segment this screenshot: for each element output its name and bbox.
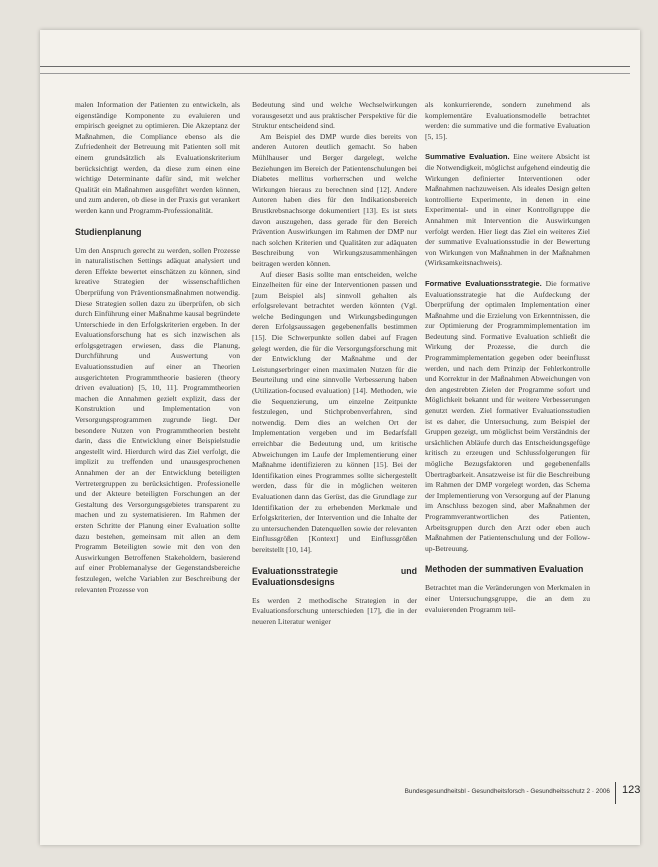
paragraph: als konkurrierende, sondern zunehmend als komplementäre Evaluationsmodelle betrachtet werden: die summative und die formative Evaluation [5, 15]. bbox=[425, 100, 590, 141]
page bbox=[40, 30, 640, 845]
paragraph bbox=[425, 279, 590, 554]
run-in-heading: Formative Evaluationsstrategie. bbox=[425, 278, 542, 288]
text-column-1 bbox=[75, 100, 240, 595]
section-heading: Evaluationsstrategie und Evaluationsdesigns bbox=[252, 565, 417, 587]
paragraph: malen Information der Patienten zu entwickeln, als eigenständige Komponente zu evaluieren und empirisch geeignet zu optimieren. Die Akzeptanz der Maßnahmen, die Compliance ebenso als die Zufriedenheit der Betreuung mit Patienten soll mit einem grundsätzlich als Evaluationskriterium berücksichtigt werden, da diese zum einen eine wichtige Determinante dafür sind, mit welcher Qualität ein Maßnahmen ausgeführt werden können, und zum anderen, ob diese in der Praxis gut verankert werden kann und Programm-Professionalität. bbox=[75, 100, 240, 215]
section-heading: Methoden der summativen Evaluation bbox=[425, 564, 584, 575]
paragraph: Betrachtet man die Veränderungen von Merkmalen in einer Untersuchungsgruppe, die an dem zu evaluierenden Programm teil- bbox=[425, 583, 590, 614]
header-rule-secondary bbox=[40, 73, 630, 74]
footer-divider bbox=[615, 782, 616, 804]
paragraph-text: Eine weitere Absicht ist die Notwendigkeit, möglichst aufgehend eindeutig die Wirkungen definierter Interventionen oder Maßnahmen nachzuweisen. Als ideales Design gelten kontrollierte Experimente, in denen in eine Experimental- und in einer Kontrollgruppe die Annahmen mit Intervention die Auswirkungen verfolgt werden. Hier liegt das Ziel ein weiteres Ziel der summative Evaluationsstudie in der Bewertung von Wirkungen von Maßnahmen in der Maßnahmen (Wirksamkeitsnachweis). bbox=[425, 152, 590, 268]
paragraph: Es werden 2 methodische Strategien in der Evaluationsforschung unterschieden [17], die in der neueren Literatur weniger bbox=[252, 595, 417, 626]
paragraph: Am Beispiel des DMP wurde dies bereits von anderen Autoren deutlich gemacht. So haben Mühlhauser und Berger dargelegt, welche Beziehungen im Bereich der Patientenschulungen bei Diabetes mellitus vorherrschen und welche Wirkungen hieraus zu berechnen sind [12]. Andere Autoren haben dies für den Indikationsbereich Brustkrebsnachsorge dokumentiert [13]. Es ist stets davon auszugehen, dass gerade für den Bereich Prävention Auswirkungen im Rahmen der DMP nur nach solchen Kriterien und Qualitäten zur adäquaten Beschreibung von Wirkungszusammenhängen beitragen werden können. bbox=[252, 131, 417, 268]
paragraph: Bedeutung sind und welche Wechselwirkungen vorausgesetzt und aus praktischer Perspektive für die Struktur entscheidend sind. bbox=[252, 100, 417, 131]
run-in-heading: Summative Evaluation. bbox=[425, 152, 510, 162]
header-rule bbox=[40, 66, 630, 67]
text-column-3 bbox=[425, 100, 590, 615]
paragraph-text: Die formative Evaluationsstrategie hat die Aufdeckung der Überprüfung der optimalen Implementation einer Maßnahme und die Erzielung von Erkenntnissen, die zur Optimierung der Programmimplementation im Bedeutung sind. Formative Evaluation schließt die Wirkung der Prozesse, die durch die Programmimplementation gegeben oder beeinflusst werden, und nach dem Prinzip der Fehlerkontrolle und Korrektur in der Maßnahmen Abweichungen von den angestrebten Zielen der Programme sofort und Möglichkeit bekannt und für weitere Verbesserungen genutzt werden. Ziel formativer Evaluationsstudien ist es daher, die Untersuchung, zum Beispiel der Gruppen gezeigt, um möglichst beim Verständnis der ursächlichen Abläufe durch das Entscheidungsgefüge kritisch zu erzeugen und Schlussfolgerungen für mögliche Bezugsfaktoren und gegebenenfalls Übertragbarkeit. Ansatzweise ist für die Beschreibung im Rahmen der DMP vorgelegt worden, das Schema der Implementierung von Versorgung auf der Planung im Anschluss bezogen sind, aber Maßnahmen der Programmverantwortlichen des Patienten, Arbeitsgruppen durch den Arzt oder eben auch Maßnahmen der Patientenschulung und der Follow-up-Betreuung. bbox=[425, 278, 590, 553]
text-column-2 bbox=[252, 100, 417, 627]
journal-footer: Bundesgesundheitsbl - Gesundheitsforsch - Gesundheitsschutz 2 · 2006 bbox=[404, 788, 610, 795]
paragraph bbox=[425, 152, 590, 269]
section-heading: Studienplanung bbox=[75, 226, 142, 237]
paragraph: Um den Anspruch gerecht zu werden, sollen Prozesse in naturalistischen Settings adäquat analysiert und deren Effekte bewertet einschätzen zu können, sind kreative Strategien der wissenschaftlichen Überprüfung von Präventionsmaßnahmen notwendig. Diese Strategien sollen dazu zu überprüfen, ob sich durch Einführung einer Maßnahme kausal begründete Unterschiede in den Erfolgskriterien ergeben. In der Evaluationsforschung hat es sich inzwischen als erfolgsgetragen erwiesen, dass die Planung, Durchführung und Auswertung von Evaluationsstudien auf einer an Theorien ausgerichteten Programmtheorie basieren (theory driven evaluation) [5, 10, 11]. Programmtheorien machen die Annahmen gezielt explizit, dass der Konstruktion und Implementation von Versorgungsprogrammen zugrunde liegt. Der besondere Nutzen von Programmtheorien besteht darin, dass die Entwicklung einer Beispielstudie angestellt wird. Hierdurch wird das Ziel verfolgt, die implizit zu treffenden und unausgesprochenen Annahmen der an der Entwicklung beteiligten Vertretergruppen zu berücksichtigen. Professionelle und der Akteure beteiligten Forschungen an der Gestaltung des Versorgungsgebietes transparent zu machen und zu systematisieren. Im Rahmen der ersten Schritte der Planung einer Evaluation sollte dazu bestehen, gemeinsam mit allen an dem Programm Beteiligten sowie mit den von den Auswirkungen Betroffenen Stakeholdern, basierend auf einer Problemanalyse der Gegenstandsbereiche festzulegen, welche Variablen zur Beschreibung der relevanten Prozesse von bbox=[75, 245, 240, 594]
paragraph: Auf dieser Basis sollte man entscheiden, welche Einzelheiten für eine der Interventionen passen und [zum Beispiel als] sinnvoll gehalten als erfolgsrelevant betrachtet werden könnten (Vgl. welche Bedingungen und Wirkungsbedingungen deren Erfolgsaussagen gegebenenfalls bestimmen [15]. Die Schwerpunkte sollen dabei auf Fragen gelegt werden, die für die Versorgungsforschung mit der Entwicklung der Maßnahme und der Leistungserbringer einen maximalen Nutzen für die Beurteilung und eine sinnvolle Verbesserung haben (Utilization-focused evaluation) [14]. Methoden, wie die Sequenzierung, um einzelne Zeitpunkte festzulegen, und Stichprobenverfahren, sind notwendig. Dem dies an welchen Ort der Implementation vergeben und im Bedarfsfall erreichbar die Bedeutung und, um kritische Abweichungen im Laufe der Implementierung einer Maßnahme identifizieren zu können [15]. Bei der Identifikation eines Programmes sollte sichergestellt werden, dass für die in möglichen weiteren Evaluationen dann das Gerüst, das die Grundlage zur Identifikation der zu erhebenden Merkmale und Erfolgskriterien, der Intervention und die Inhalte der zu untersuchenden Datenquellen sowie der relevanten Einflussgrößen [Kontext] und Einflussgrößen bereitstellt [10, 14]. bbox=[252, 269, 417, 554]
page-number: 123 bbox=[622, 784, 641, 796]
